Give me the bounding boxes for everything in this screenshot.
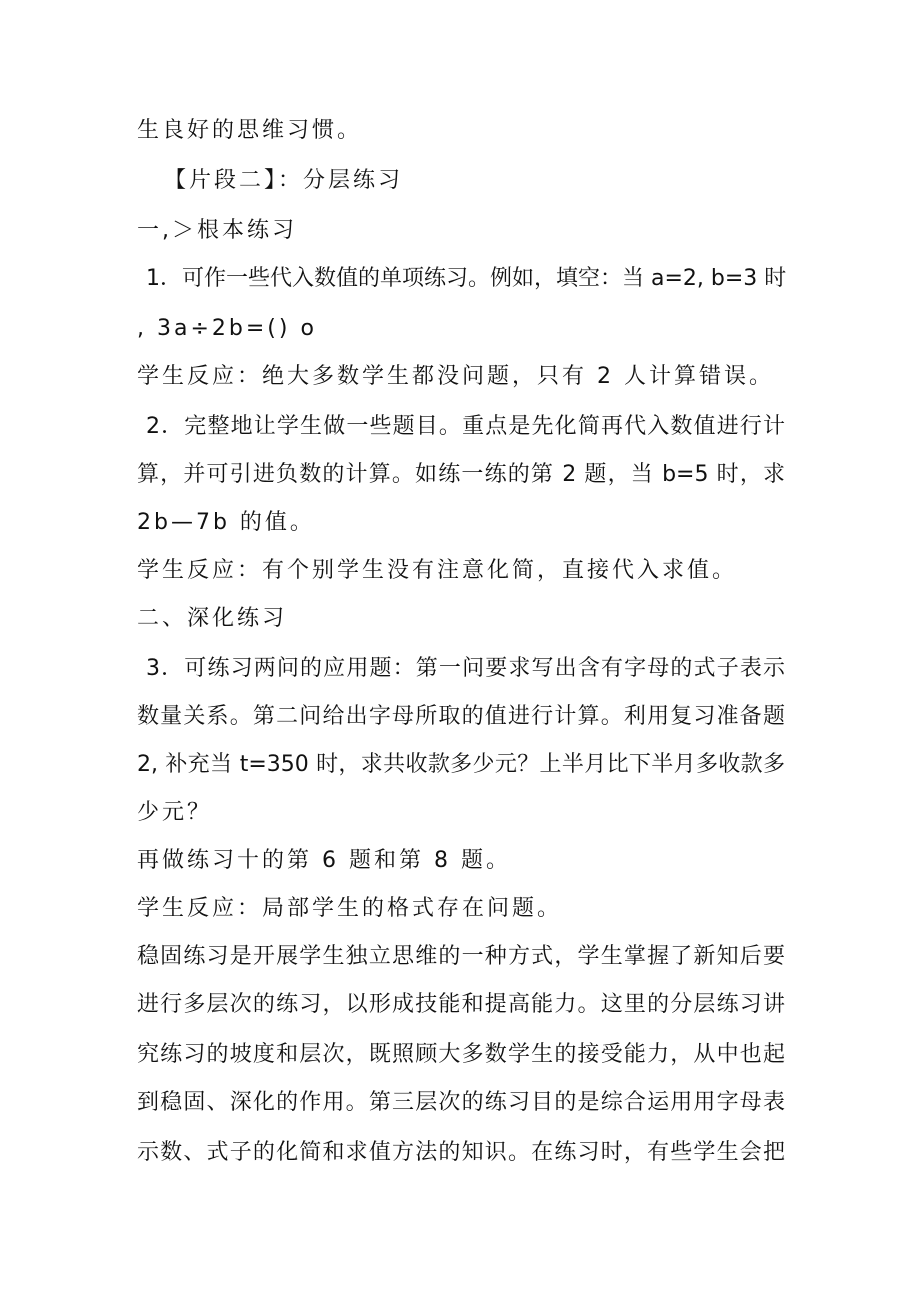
text-line: 2．完整地让学生做一些题目。重点是先化简再代入数值进行计: [146, 414, 785, 439]
text-line: 数量关系。第二问给出字母所取的值进行计算。利用复习准备题: [137, 704, 785, 729]
text-line: 示数、式子的化简和求值方法的知识。在练习时，有些学生会把: [137, 1140, 785, 1165]
section-heading: 【片段二】：分层练习: [164, 168, 404, 193]
text-line: 学生反应：绝大多数学生都没问题，只有 2 人计算错误。: [137, 364, 774, 389]
text-line: 进行多层次的练习，以形成技能和提高能力。这里的分层练习讲: [137, 992, 785, 1017]
text-line: 算，并可引进负数的计算。如练一练的第 2 题，当 b=5 时，求: [137, 462, 785, 487]
text-line: , 3a÷2b=() o: [137, 316, 317, 341]
text-line: 2b—7b 的值。: [137, 510, 315, 535]
subsection-heading: 一,＞根本练习: [137, 218, 297, 243]
text-line: 生良好的思维习惯。: [137, 118, 363, 143]
text-line: 稳固练习是开展学生独立思维的一种方式，学生掌握了新知后要: [137, 944, 785, 969]
text-line: 学生反应：局部学生的格式存在问题。: [137, 896, 563, 921]
text-line: 究练习的坡度和层次，既照顾大多数学生的接受能力，从中也起: [137, 1042, 785, 1067]
text-line: 再做练习十的第 6 题和第 8 题。: [137, 848, 511, 873]
text-line: 3．可练习两问的应用题：第一问要求写出含有字母的式子表示: [146, 656, 785, 681]
subsection-heading: 二、深化练习: [137, 606, 288, 631]
text-line: 少元？: [137, 800, 213, 825]
text-line: 1．可作一些代入数值的单项练习。例如，填空：当 a=2, b=3 时: [146, 266, 787, 291]
text-line: 2, 补充当 t=350 时，求共收款多少元？上半月比下半月多收款多: [137, 752, 785, 777]
text-line: 学生反应：有个别学生没有注意化简，直接代入求值。: [137, 558, 738, 583]
text-line: 到稳固、深化的作用。第三层次的练习目的是综合运用用字母表: [137, 1090, 785, 1115]
